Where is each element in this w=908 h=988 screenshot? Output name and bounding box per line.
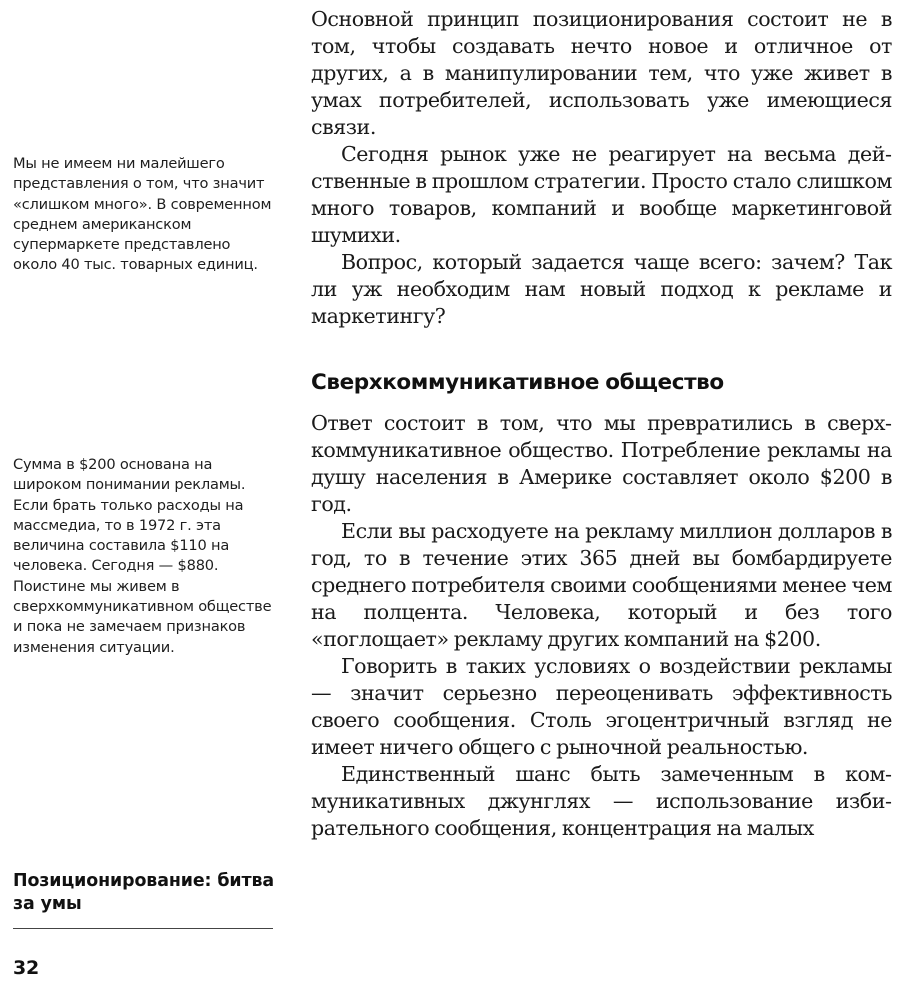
main-text-column <box>311 6 892 842</box>
body-paragraph: Единственный шанс быть замеченным в коммуникативных джунглях — использование избирательного сообщения, концентрация на малых <box>311 762 892 840</box>
body-paragraph: Основной принцип позиционирования состоит не в том, чтобы создавать нечто новое и отличное от других, а в манипулировании тем, что уже живет в умах потребителей, использовать уже имеющиеся связи. <box>311 7 892 139</box>
page-number: 32 <box>13 957 40 979</box>
margin-note-too-much: Мы не имеем ни малейшего представления о том, что значит «слишком много». В современном среднем американском супермаркете представлено около 40 тыс. товарных единиц. <box>13 155 272 274</box>
body-paragraph: Говорить в таких условиях о воздействии рекламы — значит серьезно переоценивать эффективность своего сообщения. Столь эгоцентричный взгляд не имеет ничего общего с рыночной реальностью. <box>311 654 892 759</box>
running-book-title: Позиционирование: битва за умы <box>13 871 275 914</box>
section-heading: Сверхкоммуникативное общество <box>311 370 724 395</box>
body-paragraph: Если вы расходуете на рекламу миллион долларов в год, то в течение этих 365 дней вы бомбардируете среднего потребителя своими сообщениями менее чем на полцента. Человека, который и без того «поглощает» рекламу других компаний на $200. <box>311 519 892 651</box>
footer-divider <box>13 928 273 929</box>
body-paragraph: Вопрос, который задается чаще всего: зачем? Так ли уж необходим нам новый подход к рекламе и маркетингу? <box>311 250 892 328</box>
margin-note-200-dollars: Сумма в $200 основана на широком понимании рекламы. Если брать только расходы на массмедиа, то в 1972 г. эта величина составила $110 на человека. Сегодня — $880. Поистине мы живем в сверхкоммуникативном обществе и пока не замечаем признаков изменения ситуации. <box>13 456 272 656</box>
body-paragraph: Сегодня рынок уже не реагирует на весьма действенные в прошлом стратегии. Просто стало слишком много товаров, компаний и вообще маркетинговой шумихи. <box>311 142 892 247</box>
body-paragraph: Ответ состоит в том, что мы превратились в сверхкоммуникативное общество. Потребление рекламы на душу населения в Америке составляет около $200 в год. <box>311 411 892 516</box>
